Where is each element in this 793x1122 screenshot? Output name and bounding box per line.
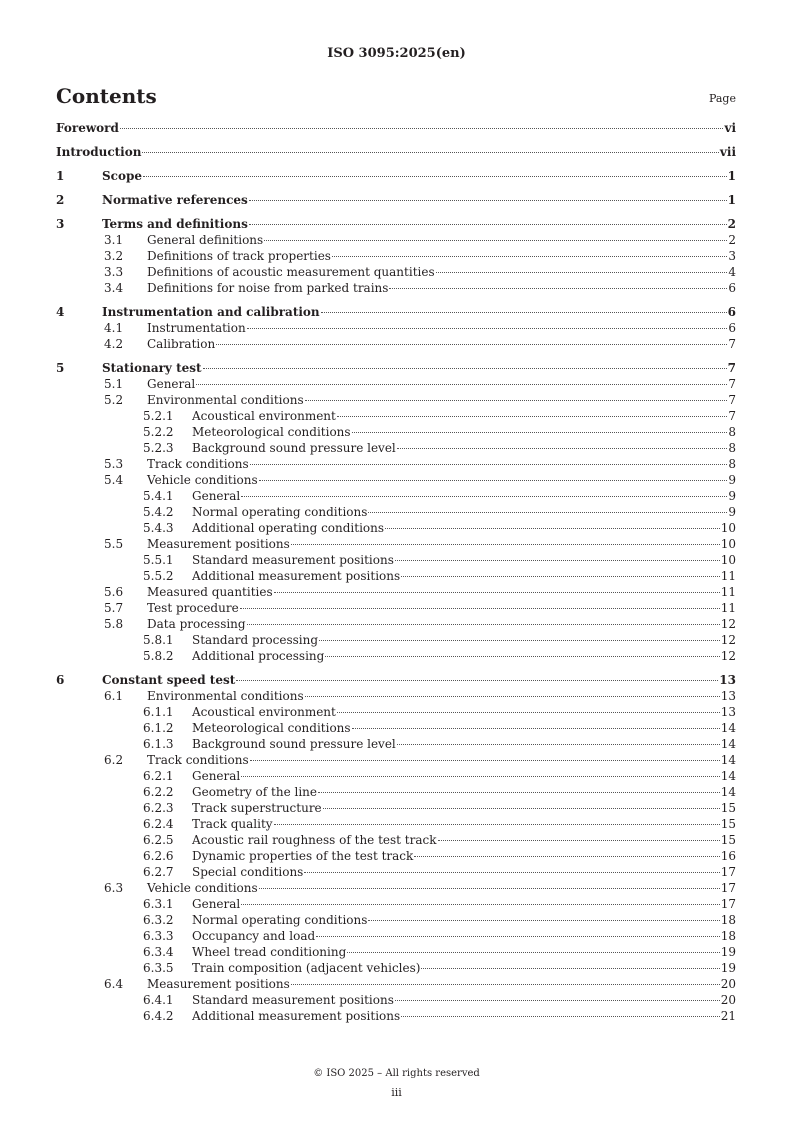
toc-dot-leader — [259, 480, 728, 481]
toc-dot-leader — [120, 128, 724, 129]
toc-entry-page: 15 — [720, 833, 736, 847]
toc-entry-number: 5.4 — [104, 473, 124, 487]
table-of-contents — [56, 120, 736, 1024]
toc-entry-page: 8 — [728, 441, 736, 455]
toc-entry-number: 6.1.3 — [143, 737, 174, 751]
toc-dot-leader — [397, 448, 728, 449]
toc-entry-number: 5.4.3 — [143, 521, 174, 535]
toc-entry-title: Acoustic rail roughness of the test track — [192, 833, 437, 847]
toc-entry-title: Terms and definitions — [102, 217, 248, 231]
toc-entry-page: 6 — [728, 281, 736, 295]
toc-entry-title: General definitions — [147, 233, 264, 247]
toc-entry-page: 12 — [720, 649, 736, 663]
toc-entry-title: Additional processing — [192, 649, 325, 663]
toc-entry[interactable] — [56, 376, 736, 392]
toc-entry-number: 6.4.1 — [143, 993, 174, 1007]
toc-entry-title: Measured quantities — [147, 585, 273, 599]
toc-entry-page: 9 — [728, 489, 736, 503]
toc-entry-page: 8 — [728, 425, 736, 439]
toc-entry[interactable] — [56, 768, 736, 784]
toc-dot-leader — [249, 200, 727, 201]
toc-entry-number: 1 — [56, 169, 65, 183]
toc-entry[interactable] — [56, 1008, 736, 1024]
toc-dot-leader — [216, 344, 727, 345]
toc-entry[interactable] — [56, 864, 736, 880]
toc-entry-title: Track conditions — [147, 457, 249, 471]
toc-entry-number: 5.4.2 — [143, 505, 174, 519]
toc-entry-page: 13 — [720, 689, 736, 703]
toc-dot-leader — [395, 1000, 720, 1001]
toc-entry[interactable] — [56, 336, 736, 352]
toc-entry-page: 18 — [720, 913, 736, 927]
toc-entry[interactable] — [56, 896, 736, 912]
toc-entry[interactable] — [56, 264, 736, 280]
toc-entry-page: 17 — [720, 897, 736, 911]
toc-dot-leader — [401, 1016, 720, 1017]
toc-entry-page: 4 — [728, 265, 736, 279]
toc-entry[interactable] — [56, 880, 736, 896]
toc-entry[interactable] — [56, 168, 736, 184]
toc-entry-title: Additional measurement positions — [192, 569, 401, 583]
toc-entry[interactable] — [56, 392, 736, 408]
toc-entry-number: 6.2.7 — [143, 865, 174, 879]
toc-entry-title: Additional measurement positions — [192, 1009, 401, 1023]
toc-entry-title: Train composition (adjacent vehicles) — [192, 961, 421, 975]
toc-entry-page: 14 — [720, 785, 736, 799]
toc-entry-title: Introduction — [56, 145, 142, 159]
toc-entry[interactable] — [56, 960, 736, 976]
toc-entry[interactable] — [56, 832, 736, 848]
toc-entry-page: 8 — [728, 457, 736, 471]
toc-entry[interactable] — [56, 800, 736, 816]
toc-entry-number: 6.4.2 — [143, 1009, 174, 1023]
toc-entry[interactable] — [56, 816, 736, 832]
toc-entry-number: 6.3.2 — [143, 913, 174, 927]
toc-entry-page: 17 — [720, 881, 736, 895]
toc-entry-title: Stationary test — [102, 361, 202, 375]
toc-entry-page: 6 — [727, 305, 736, 319]
toc-dot-leader — [368, 920, 719, 921]
toc-entry-number: 3 — [56, 217, 65, 231]
toc-entry-page: 7 — [728, 337, 736, 351]
toc-entry-number: 4.2 — [104, 337, 124, 351]
toc-entry-title: Foreword — [56, 121, 119, 135]
toc-entry[interactable] — [56, 752, 736, 768]
toc-entry[interactable] — [56, 304, 736, 320]
toc-dot-leader — [247, 624, 720, 625]
toc-dot-leader — [236, 680, 718, 681]
toc-entry-number: 4.1 — [104, 321, 124, 335]
toc-entry-number: 5.2 — [104, 393, 124, 407]
toc-entry[interactable] — [56, 248, 736, 264]
toc-dot-leader — [397, 744, 720, 745]
toc-entry[interactable] — [56, 552, 736, 568]
toc-entry-title: General — [192, 897, 241, 911]
toc-entry[interactable] — [56, 504, 736, 520]
toc-dot-leader — [385, 528, 720, 529]
toc-entry-title: Meteorological conditions — [192, 721, 351, 735]
toc-entry-page: 7 — [728, 377, 736, 391]
toc-entry[interactable] — [56, 440, 736, 456]
toc-dot-leader — [247, 328, 728, 329]
toc-entry-title: Calibration — [147, 337, 216, 351]
toc-entry-title: Measurement positions — [147, 537, 290, 551]
toc-dot-leader — [352, 728, 720, 729]
toc-entry[interactable] — [56, 784, 736, 800]
toc-entry-page: 3 — [728, 249, 736, 263]
toc-dot-leader — [401, 576, 720, 577]
toc-entry-title: Standard measurement positions — [192, 553, 394, 567]
toc-dot-leader — [321, 312, 727, 313]
toc-entry-page: 10 — [720, 537, 736, 551]
toc-entry[interactable] — [56, 672, 736, 688]
toc-entry-number: 5.8.2 — [143, 649, 174, 663]
toc-entry-number: 5.1 — [104, 377, 124, 391]
toc-dot-leader — [291, 984, 720, 985]
toc-entry-number: 5.2.2 — [143, 425, 174, 439]
toc-entry-title: Occupancy and load — [192, 929, 316, 943]
toc-entry[interactable] — [56, 992, 736, 1008]
toc-entry-page: 2 — [728, 233, 736, 247]
toc-entry-number: 6.3.5 — [143, 961, 174, 975]
toc-dot-leader — [240, 608, 720, 609]
toc-entry[interactable] — [56, 216, 736, 232]
toc-dot-leader — [323, 808, 720, 809]
toc-entry-title: General — [192, 489, 241, 503]
toc-entry[interactable] — [56, 320, 736, 336]
contents-title: Contents — [56, 84, 157, 108]
toc-entry-page: 11 — [720, 569, 736, 583]
toc-entry-number: 5 — [56, 361, 65, 375]
toc-entry-page: 18 — [720, 929, 736, 943]
toc-entry-title: Definitions of acoustic measurement quantities — [147, 265, 435, 279]
toc-entry[interactable] — [56, 120, 736, 136]
toc-entry-number: 6.3.1 — [143, 897, 174, 911]
toc-entry-title: Background sound pressure level — [192, 737, 396, 751]
toc-entry-number: 5.7 — [104, 601, 124, 615]
toc-entry-page: 11 — [720, 601, 736, 615]
toc-dot-leader — [337, 416, 728, 417]
toc-dot-leader — [291, 544, 720, 545]
toc-dot-leader — [249, 224, 727, 225]
toc-entry[interactable] — [56, 584, 736, 600]
toc-entry-number: 5.8 — [104, 617, 124, 631]
toc-entry[interactable] — [56, 536, 736, 552]
toc-entry-number: 5.6 — [104, 585, 124, 599]
toc-entry-title: Definitions for noise from parked trains — [147, 281, 389, 295]
toc-entry-title: Scope — [102, 169, 143, 183]
toc-entry-title: Instrumentation and calibration — [102, 305, 320, 319]
toc-entry[interactable] — [56, 648, 736, 664]
toc-entry-number: 5.2.3 — [143, 441, 174, 455]
toc-dot-leader — [241, 904, 719, 905]
toc-entry[interactable] — [56, 488, 736, 504]
toc-entry[interactable] — [56, 736, 736, 752]
toc-entry-number: 6.3.4 — [143, 945, 174, 959]
toc-entry-page: 13 — [720, 705, 736, 719]
toc-entry-number: 5.4.1 — [143, 489, 174, 503]
toc-dot-leader — [414, 856, 719, 857]
toc-entry-number: 5.5 — [104, 537, 124, 551]
toc-entry-page: vii — [719, 145, 736, 159]
toc-dot-leader — [264, 240, 727, 241]
toc-entry-number: 5.3 — [104, 457, 124, 471]
document-header: ISO 3095:2025(en) — [327, 46, 466, 61]
toc-entry[interactable] — [56, 192, 736, 208]
toc-dot-leader — [250, 760, 720, 761]
toc-dot-leader — [318, 792, 720, 793]
toc-dot-leader — [142, 152, 718, 153]
toc-entry-title: Wheel tread conditioning — [192, 945, 347, 959]
toc-entry[interactable] — [56, 632, 736, 648]
toc-entry-page: 20 — [720, 993, 736, 1007]
toc-entry-number: 4 — [56, 305, 65, 319]
toc-dot-leader — [241, 496, 727, 497]
toc-entry-title: Measurement positions — [147, 977, 290, 991]
toc-entry-title: Additional operating conditions — [192, 521, 385, 535]
toc-entry[interactable] — [56, 144, 736, 160]
toc-dot-leader — [305, 696, 720, 697]
toc-dot-leader — [304, 872, 719, 873]
toc-entry-page: 11 — [720, 585, 736, 599]
toc-entry-page: 15 — [720, 817, 736, 831]
toc-entry-title: Instrumentation — [147, 321, 246, 335]
toc-dot-leader — [368, 512, 727, 513]
toc-entry-page: vi — [724, 121, 736, 135]
toc-dot-leader — [332, 256, 727, 257]
toc-entry[interactable] — [56, 720, 736, 736]
toc-dot-leader — [196, 384, 727, 385]
toc-entry-title: Definitions of track properties — [147, 249, 331, 263]
toc-entry[interactable] — [56, 928, 736, 944]
toc-dot-leader — [337, 712, 720, 713]
toc-entry-page: 20 — [720, 977, 736, 991]
toc-entry-page: 9 — [728, 473, 736, 487]
toc-entry-number: 6.3.3 — [143, 929, 174, 943]
toc-entry-title: Vehicle conditions — [147, 881, 258, 895]
toc-entry[interactable] — [56, 568, 736, 584]
footer-page-number: iii — [391, 1086, 402, 1099]
toc-entry[interactable] — [56, 688, 736, 704]
toc-dot-leader — [421, 968, 719, 969]
toc-entry-number: 6.1.2 — [143, 721, 174, 735]
toc-dot-leader — [389, 288, 727, 289]
toc-entry-title: General — [147, 377, 196, 391]
toc-entry[interactable] — [56, 976, 736, 992]
toc-dot-leader — [305, 400, 728, 401]
toc-entry[interactable] — [56, 848, 736, 864]
toc-entry-number: 6.1 — [104, 689, 124, 703]
toc-entry-number: 5.5.1 — [143, 553, 174, 567]
toc-entry-title: Normative references — [102, 193, 248, 207]
toc-entry-number: 6.3 — [104, 881, 124, 895]
toc-entry[interactable] — [56, 456, 736, 472]
toc-entry-title: Constant speed test — [102, 673, 236, 687]
toc-entry-title: Dynamic properties of the test track — [192, 849, 414, 863]
toc-entry[interactable] — [56, 520, 736, 536]
toc-entry-page: 10 — [720, 521, 736, 535]
toc-dot-leader — [352, 432, 728, 433]
toc-entry[interactable] — [56, 600, 736, 616]
toc-entry-number: 3.2 — [104, 249, 124, 263]
toc-dot-leader — [319, 640, 720, 641]
toc-dot-leader — [436, 272, 728, 273]
toc-entry-title: Standard measurement positions — [192, 993, 394, 1007]
toc-entry-title: Environmental conditions — [147, 393, 304, 407]
toc-dot-leader — [395, 560, 720, 561]
toc-dot-leader — [274, 824, 720, 825]
toc-entry-title: Geometry of the line — [192, 785, 317, 799]
toc-entry[interactable] — [56, 408, 736, 424]
toc-entry-title: Meteorological conditions — [192, 425, 351, 439]
toc-dot-leader — [438, 840, 720, 841]
toc-entry-title: Normal operating conditions — [192, 913, 368, 927]
toc-entry-page: 7 — [728, 409, 736, 423]
toc-entry-title: Acoustical environment — [192, 705, 336, 719]
toc-dot-leader — [241, 776, 719, 777]
toc-dot-leader — [259, 888, 720, 889]
toc-entry[interactable] — [56, 472, 736, 488]
toc-entry-number: 6.2.1 — [143, 769, 174, 783]
toc-entry-title: General — [192, 769, 241, 783]
toc-entry-number: 5.5.2 — [143, 569, 174, 583]
toc-entry-page: 17 — [720, 865, 736, 879]
toc-entry-page: 21 — [720, 1009, 736, 1023]
toc-entry[interactable] — [56, 280, 736, 296]
toc-entry-title: Data processing — [147, 617, 246, 631]
toc-entry-number: 6.2.3 — [143, 801, 174, 815]
toc-entry-number: 3.1 — [104, 233, 124, 247]
page-column-label: Page — [708, 92, 736, 105]
toc-entry-title: Track conditions — [147, 753, 249, 767]
toc-entry-number: 5.2.1 — [143, 409, 174, 423]
toc-entry-page: 16 — [720, 849, 736, 863]
toc-entry[interactable] — [56, 944, 736, 960]
toc-entry-page: 1 — [727, 169, 736, 183]
toc-dot-leader — [316, 936, 720, 937]
toc-entry-number: 6.2.6 — [143, 849, 174, 863]
toc-entry-page: 9 — [728, 505, 736, 519]
toc-entry-page: 14 — [720, 769, 736, 783]
toc-entry-page: 12 — [720, 633, 736, 647]
toc-entry-page: 6 — [728, 321, 736, 335]
toc-entry-title: Background sound pressure level — [192, 441, 396, 455]
toc-dot-leader — [250, 464, 728, 465]
toc-dot-leader — [325, 656, 719, 657]
toc-entry-page: 12 — [720, 617, 736, 631]
toc-entry-title: Environmental conditions — [147, 689, 304, 703]
toc-entry-number: 6.2 — [104, 753, 124, 767]
toc-entry-title: Track superstructure — [192, 801, 322, 815]
toc-entry-page: 13 — [719, 673, 736, 687]
footer-copyright: © ISO 2025 – All rights reserved — [313, 1068, 480, 1079]
toc-entry-number: 3.4 — [104, 281, 124, 295]
toc-entry-title: Normal operating conditions — [192, 505, 368, 519]
toc-entry-page: 14 — [720, 753, 736, 767]
toc-entry-page: 2 — [727, 217, 736, 231]
toc-entry[interactable] — [56, 912, 736, 928]
toc-entry-page: 7 — [728, 393, 736, 407]
toc-entry-page: 1 — [727, 193, 736, 207]
toc-entry-number: 2 — [56, 193, 65, 207]
toc-entry[interactable] — [56, 424, 736, 440]
toc-dot-leader — [143, 176, 727, 177]
toc-entry[interactable] — [56, 616, 736, 632]
toc-entry-page: 19 — [720, 961, 736, 975]
toc-entry-page: 19 — [720, 945, 736, 959]
toc-entry-title: Vehicle conditions — [147, 473, 258, 487]
toc-dot-leader — [274, 592, 720, 593]
toc-entry-number: 6.4 — [104, 977, 124, 991]
toc-entry-number: 6 — [56, 673, 65, 687]
toc-entry-number: 6.2.5 — [143, 833, 174, 847]
toc-entry-title: Track quality — [192, 817, 273, 831]
toc-entry-page: 10 — [720, 553, 736, 567]
toc-entry-title: Standard processing — [192, 633, 319, 647]
toc-entry-title: Acoustical environment — [192, 409, 336, 423]
toc-entry-title: Special conditions — [192, 865, 304, 879]
toc-entry[interactable] — [56, 704, 736, 720]
toc-entry-page: 14 — [720, 721, 736, 735]
toc-entry-number: 5.8.1 — [143, 633, 174, 647]
toc-entry-number: 6.2.2 — [143, 785, 174, 799]
toc-entry-number: 6.2.4 — [143, 817, 174, 831]
toc-entry-title: Test procedure — [147, 601, 239, 615]
toc-entry-number: 6.1.1 — [143, 705, 174, 719]
toc-dot-leader — [203, 368, 727, 369]
toc-entry[interactable] — [56, 360, 736, 376]
toc-entry-number: 3.3 — [104, 265, 124, 279]
toc-entry-page: 15 — [720, 801, 736, 815]
toc-dot-leader — [347, 952, 719, 953]
toc-entry[interactable] — [56, 232, 736, 248]
toc-entry-page: 14 — [720, 737, 736, 751]
toc-entry-page: 7 — [727, 361, 736, 375]
